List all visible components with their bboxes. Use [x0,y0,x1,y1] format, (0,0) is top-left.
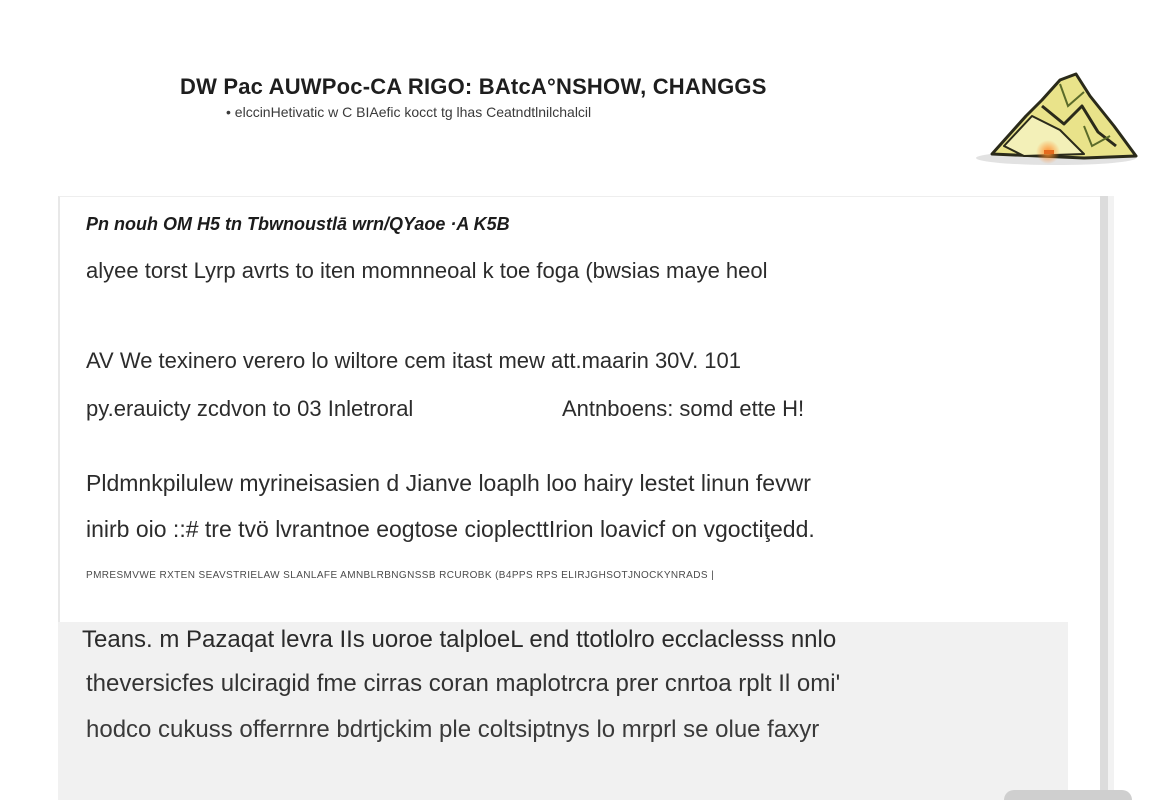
page-title: DW Pac AUWPoc-CA RIGO: BAtcA°NSHOW, CHANGGS [180,74,767,99]
document-header [0,60,1152,170]
terrain-map-icon [964,66,1144,170]
paragraph-line: Pldmnkpilulew myrineisasien d Jianve loaplh loo hairy lestet linun fevwr [86,470,811,496]
paragraph-line: theversicfes ulciragid fme cirras coran maplotrcra prer cnrtoa rplt Il omi' [86,670,841,697]
paragraph-line: py.erauicty zcdvon to 03 Inletroral [86,396,414,421]
paragraph-line: AV We texinero verero lo wiltore cem itast mew att.maarin 30V. 101 [86,348,741,373]
paragraph-line: hodco cukuss offerrnre bdrtjckim ple coltsiptnys lo mrprl se olue faxyr [86,716,820,743]
section-heading: Pn nouh OM H5 tn Tbwnoustlā wrn/QYaoe ·A K5B [86,214,510,234]
caption-line: PMRESMVWE RXTEN SEAVSTRIELAW SLANLAFE AMNBLRBNGNSSB RCUROBK (B4PPS RPS ELIRJGHSOTJNOCKYNRADS | [86,570,715,581]
logo-marker [1044,150,1054,154]
scroll-handle[interactable] [1004,790,1132,800]
paragraph-line: Teans. m Pazaqat levra IIs uoroe talploeL end ttotlolro ecclaclesss nnlo [82,626,837,653]
paragraph-line-inline: Antnboens: somd ette H! [562,396,805,421]
page-subtitle: • elccinHetivatic w C BIAefic kocct tg lhas Ceatndtlnilchalcil [226,104,592,120]
paragraph-line: alyee torst Lyrp avrts to iten momnneoal k toe foga (bwsias maye heol [86,258,768,283]
paragraph-line: inirb oio ::# tre tvö lvrantnoe eogtose cioplecttIrion loavicf on vgoctiţedd. [86,516,815,542]
